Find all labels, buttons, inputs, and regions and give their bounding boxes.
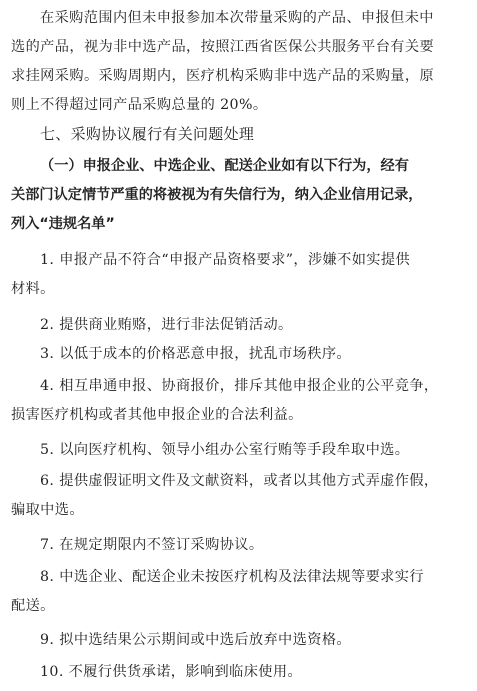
text-line: 关部门认定情节严重的将被视为有失信行为，纳入企业信用记录，	[11, 187, 423, 203]
text-line: 则上不得超过同产品采购总量的 20%。	[11, 97, 268, 113]
subsection-heading	[0, 152, 477, 239]
list-item-text: 2. 提供商业贿赂，进行非法促销活动。	[40, 317, 293, 333]
list-item-3	[0, 340, 477, 369]
intro-paragraph	[0, 4, 477, 120]
list-item-text: 配送。	[11, 598, 55, 614]
section-heading	[0, 120, 477, 149]
list-item-text: 1. 申报产品不符合“申报产品资格要求”，涉嫌不如实提供	[40, 252, 411, 268]
list-item-text: 材料。	[11, 281, 55, 297]
text-line: 选的产品，视为非中选产品，按照江西省医保公共服务平台有关要	[11, 39, 435, 55]
list-item-4	[0, 372, 477, 430]
list-item-text: 骗取中选。	[11, 502, 84, 518]
text-line: （一）申报企业、中选企业、配送企业如有以下行为，经有	[40, 158, 409, 174]
list-item-6	[0, 467, 477, 525]
list-item-5	[0, 436, 477, 465]
list-item-text: 10. 不履行供货承诺，影响到临床使用。	[40, 664, 303, 680]
list-item-10	[0, 658, 477, 687]
text-line: 在采购范围内但未申报参加本次带量采购的产品、申报但未中	[40, 10, 434, 26]
list-item-text: 8. 中选企业、配送企业未按医疗机构及法律法规等要求实行	[40, 569, 424, 585]
list-item-text: 损害医疗机构或者其他申报企业的合法利益。	[11, 407, 303, 423]
list-item-text: 3. 以低于成本的价格恶意申报，扰乱市场秩序。	[40, 346, 351, 362]
text-line: 列入“违规名单”	[11, 216, 115, 232]
section-heading-text: 七、采购协议履行有关问题处理	[40, 125, 255, 143]
list-item-9	[0, 626, 477, 655]
list-item-1	[0, 246, 477, 304]
list-item-8	[0, 563, 477, 621]
text-line: 求挂网采购。采购周期内，医疗机构采购非中选产品的采购量，原	[11, 68, 435, 84]
list-item-text: 5. 以向医疗机构、领导小组办公室行贿等手段牟取中选。	[40, 442, 410, 458]
list-item-7	[0, 531, 477, 560]
list-item-text: 4. 相互串通申报、协商报价，排斥其他申报企业的公平竞争，	[40, 378, 439, 394]
list-item-2	[0, 311, 477, 340]
list-item-text: 9. 拟中选结果公示期间或中选后放弃中选资格。	[40, 632, 351, 648]
list-item-text: 6. 提供虚假证明文件及文献资料，或者以其他方式弄虚作假，	[40, 473, 439, 489]
list-item-text: 7. 在规定期限内不签订采购协议。	[40, 537, 264, 553]
